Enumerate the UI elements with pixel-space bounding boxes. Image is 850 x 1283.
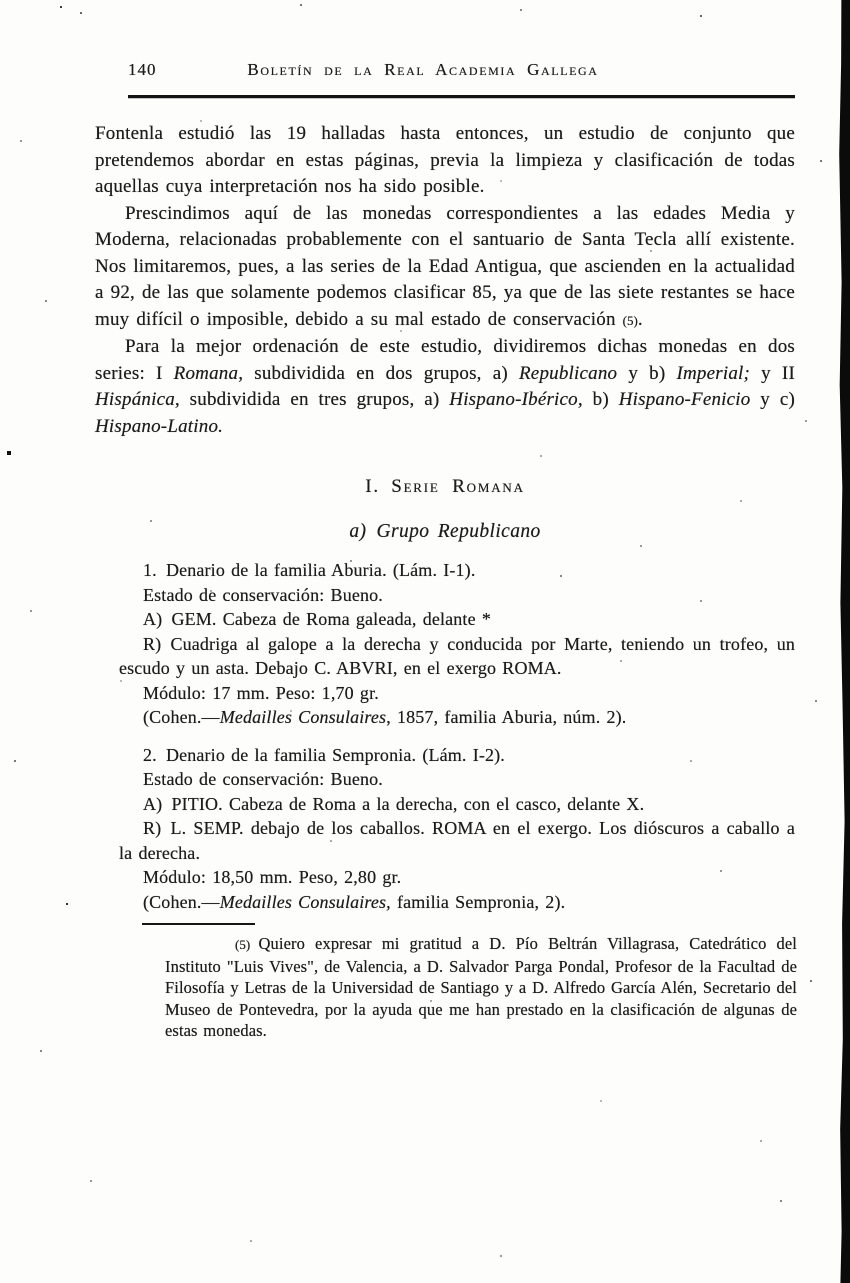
page-header (95, 58, 795, 84)
journal-title: Boletín de la Real Academia Gallega (247, 60, 599, 79)
coin-entry-1-aburia (119, 558, 795, 730)
entry-obverse: A) GEM. Cabeza de Roma galeada, delante * (143, 609, 492, 629)
section-heading-serie-romana: I. Serie Romana (365, 476, 525, 497)
entry-title: 2. Denario de la familia Sempronia. (Lám. I-2). (143, 744, 505, 765)
paragraph-intro: Fontenla estudió las 19 halladas hasta entonces, un estudio de conjunto que pretendemos abordar en estas páginas, previa la limpieza y clasificación de todas aquellas cuya interpretación nos ha sido posible. (95, 123, 795, 197)
entry-measurements: Módulo: 17 mm. Peso: 1,70 gr. (143, 682, 379, 703)
paragraph-ordering: Para la mejor ordenación de este estudio, dividiremos dichas monedas en dos series: I Romana, subdividida en dos grupos, a) Republicano y b) Imperial; y II Hispánica, subdividida en tres grupos, a) Hispano-Ibérico, b) Hispano-Fenicio y c) Hispano-Latino. (95, 336, 795, 437)
entry-measurements: Módulo: 18,50 mm. Peso, 2,80 gr. (143, 867, 402, 887)
entry-reference: (Cohen.—Medailles Consulaires, familia Sempronia, 2). (143, 891, 566, 912)
entry-conservation: Estado de conservación: Bueno. (143, 584, 383, 605)
entry-reverse: R) Cuadriga al galope a la derecha y conducida por Marte, teniendo un trofeo, un escudo y un asta. Debajo C. ABVRI, en el exergo ROMA. (119, 633, 795, 678)
scan-edge-band (838, 0, 850, 1283)
entry-reverse: R) L. SEMP. debajo de los caballos. ROMA en el exergo. Los dióscuros a caballo a la derecha. (119, 818, 795, 863)
page-content (95, 58, 795, 1042)
coin-entry-2-sempronia (119, 743, 795, 915)
scan-noise-speckles (0, 0, 2, 2)
entry-title: 1. Denario de la familia Aburia. (Lám. I-1). (143, 560, 476, 580)
paragraph-series: Prescindimos aquí de las monedas correspondientes a las edades Media y Moderna, relacionadas probablemente con el santuario de Santa Tecla allí existente. Nos limitaremos, pues, a las series de la Edad Antigua, que ascienden en la actualidad a 92, de las que solamente podemos clasificar 85, ya que de las siete restantes se hace muy difícil o imposible, debido a su mal estado de conservación (5). (95, 202, 795, 330)
subsection-heading-grupo-republicano: a) Grupo Republicano (349, 521, 541, 542)
header-rule (128, 95, 795, 98)
footnote-text: (5) Quiero expresar mi gratitud a D. Pío Beltrán Villagrasa, Catedrático del Instituto "Luis Vives", de Valencia, a D. Salvador Parga Pondal, Profesor de la Facultad de Filosofía y Letras de la Universidad de Santiago y a D. Alfredo García Alén, Secretario del Museo de Pontevedra, por la ayuda que me han prestado en la clasificación de algunas de estas monedas. (165, 934, 797, 1040)
entry-reference: (Cohen.—Medailles Consulaires, 1857, familia Aburia, núm. 2). (143, 707, 627, 727)
entry-conservation: Estado de conservación: Bueno. (143, 769, 383, 789)
footnote-rule (142, 923, 255, 925)
page-number: 140 (128, 60, 157, 79)
entry-obverse: A) PITIO. Cabeza de Roma a la derecha, con el casco, delante X. (143, 793, 645, 814)
